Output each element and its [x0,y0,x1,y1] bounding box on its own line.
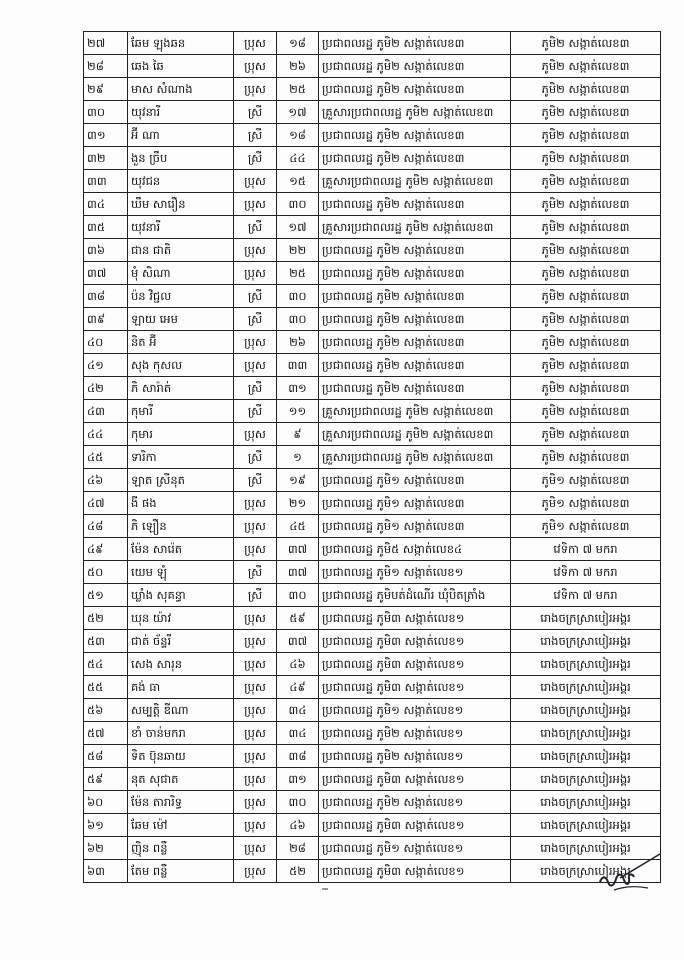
location-cell: ភូមិ២ សង្កាត់លេខ៣ [511,308,661,331]
age-cell: ៣៤ [277,699,319,722]
table-row [84,400,661,423]
location-cell: ភូមិ២ សង្កាត់លេខ៣ [511,78,661,101]
residence-status-cell: ប្រជាពលរដ្ឋ ភូមិ២ សង្កាត់លេខ៣ [319,55,511,78]
table-row [84,561,661,584]
table-row [84,423,661,446]
age-cell: ៤៩ [277,676,319,699]
row-number-cell: ២៩ [84,78,128,101]
residence-status-cell: ប្រជាពលរដ្ឋ ភូមិ១ សង្កាត់លេខ១ [319,699,511,722]
age-cell: ១៧ [277,216,319,239]
gender-cell: ប្រុស [234,538,277,561]
residence-status-cell: គ្រួសារប្រជាពលរដ្ឋ ភូមិ២ សង្កាត់លេខ៣ [319,423,511,446]
location-cell: ភូមិ២ សង្កាត់លេខ៣ [511,446,661,469]
gender-cell: ប្រុស [234,630,277,653]
table-row [84,377,661,400]
gender-cell: ស្រី [234,216,277,239]
person-name-cell: ងួន ច្រឹប [128,147,234,170]
age-cell: ២១ [277,492,319,515]
table-row [84,124,661,147]
location-cell: រោងចក្រស្រាបៀរអង្គរ [511,699,661,722]
age-cell: ២៥ [277,262,319,285]
gender-cell: ប្រុស [234,722,277,745]
table-row [84,469,661,492]
person-name-cell: ឆែម ឡុងឆន [128,32,234,55]
row-number-cell: ៥៣ [84,630,128,653]
residence-status-cell: ប្រជាពលរដ្ឋ ភូមិ២ សង្កាត់លេខ៣ [319,285,511,308]
age-cell: ២៦ [277,331,319,354]
person-name-cell: កុមារី [128,400,234,423]
age-cell: ៣៧ [277,561,319,584]
location-cell: ភូមិ២ សង្កាត់លេខ៣ [511,216,661,239]
residence-status-cell: គ្រួសារប្រជាពលរដ្ឋ ភូមិ២ សង្កាត់លេខ៣ [319,446,511,469]
row-number-cell: ២៨ [84,55,128,78]
row-number-cell: ៣៧ [84,262,128,285]
location-cell: ភូមិ២ សង្កាត់លេខ៣ [511,32,661,55]
person-name-cell: ទិត ប៊ុនឆាយ [128,745,234,768]
location-cell: រោងចក្រស្រាបៀរអង្គរ [511,814,661,837]
person-name-cell: យុវជន [128,170,234,193]
residence-status-cell: ប្រជាពលរដ្ឋ ភូមិ២ សង្កាត់លេខ៣ [319,354,511,377]
row-number-cell: ៥៦ [84,699,128,722]
age-cell: ៤៤ [277,147,319,170]
location-cell: រោងចក្រស្រាបៀរអង្គរ [511,745,661,768]
row-number-cell: ៦០ [84,791,128,814]
age-cell: ១៧ [277,101,319,124]
location-cell: ភូមិ២ សង្កាត់លេខ៣ [511,262,661,285]
table-row [84,538,661,561]
person-name-cell: សុង កុសល [128,354,234,377]
table-row [84,147,661,170]
gender-cell: ស្រី [234,101,277,124]
table-row [84,308,661,331]
age-cell: ២៥ [277,78,319,101]
age-cell: ៣០ [277,308,319,331]
table-row [84,584,661,607]
stray-mark [322,888,328,890]
person-name-cell: ញ៉ិន ពន្លឺ [128,837,234,860]
residence-status-cell: ប្រជាពលរដ្ឋ ភូមិ១ សង្កាត់លេខ១ [319,837,511,860]
row-number-cell: ៦២ [84,837,128,860]
person-name-cell: ឆែម ម៉ៅ [128,814,234,837]
person-name-cell: តែម ពន្លឺ [128,860,234,883]
gender-cell: ប្រុស [234,791,277,814]
gender-cell: ប្រុស [234,515,277,538]
table-row [84,515,661,538]
table-row [84,55,661,78]
gender-cell: ស្រី [234,124,277,147]
age-cell: ១៨ [277,124,319,147]
residence-status-cell: ប្រជាពលរដ្ឋ ភូមិ៣ សង្កាត់លេខ១ [319,607,511,630]
roster-table [83,31,661,883]
age-cell: ៣៤ [277,722,319,745]
gender-cell: ប្រុស [234,170,277,193]
table-row [84,446,661,469]
person-name-cell: មុំ សិណា [128,262,234,285]
residence-status-cell: គ្រួសារប្រជាពលរដ្ឋ ភូមិ២ សង្កាត់លេខ៣ [319,170,511,193]
location-cell: ភូមិ១ សង្កាត់លេខ៣ [511,515,661,538]
gender-cell: ប្រុស [234,607,277,630]
gender-cell: ប្រុស [234,331,277,354]
residence-status-cell: គ្រួសារប្រជាពលរដ្ឋ ភូមិ២ សង្កាត់លេខ៣ [319,216,511,239]
gender-cell: ស្រី [234,377,277,400]
gender-cell: ប្រុស [234,745,277,768]
gender-cell: ស្រី [234,308,277,331]
age-cell: ៥២ [277,860,319,883]
row-number-cell: ៤៨ [84,515,128,538]
residence-status-cell: ប្រជាពលរដ្ឋ ភូមិ៣ សង្កាត់លេខ១ [319,814,511,837]
person-name-cell: ភិ ឡឿន [128,515,234,538]
gender-cell: ប្រុស [234,193,277,216]
row-number-cell: ៣៩ [84,308,128,331]
row-number-cell: ៤១ [84,354,128,377]
row-number-cell: ៣០ [84,101,128,124]
location-cell: ភូមិ២ សង្កាត់លេខ៣ [511,170,661,193]
age-cell: ៣១ [277,377,319,400]
gender-cell: ស្រី [234,446,277,469]
location-cell: រោងចក្រស្រាបៀរអង្គរ [511,607,661,630]
age-cell: ៣០ [277,285,319,308]
gender-cell: ប្រុស [234,837,277,860]
age-cell: ៤៦ [277,814,319,837]
row-number-cell: ៣៣ [84,170,128,193]
location-cell: រោងចក្រស្រាបៀរអង្គរ [511,653,661,676]
table-row [84,101,661,124]
residence-status-cell: ប្រជាពលរដ្ឋ ភូមិ១ សង្កាត់លេខ៣ [319,492,511,515]
person-name-cell: សេង សារុន [128,653,234,676]
age-cell: ១៩ [277,469,319,492]
gender-cell: ប្រុស [234,699,277,722]
table-row [84,768,661,791]
row-number-cell: ៣១ [84,124,128,147]
gender-cell: ប្រុស [234,262,277,285]
age-cell: ២៦ [277,55,319,78]
residence-status-cell: ប្រជាពលរដ្ឋ ភូមិ២ សង្កាត់លេខ៣ [319,308,511,331]
person-name-cell: ខាំ ចាន់មករា [128,722,234,745]
residence-status-cell: ប្រជាពលរដ្ឋ ភូមិ២ សង្កាត់លេខ៣ [319,147,511,170]
row-number-cell: ៥៨ [84,745,128,768]
residence-status-cell: ប្រជាពលរដ្ឋ ភូមិ១ សង្កាត់លេខ៣ [319,469,511,492]
location-cell: ភូមិ២ សង្កាត់លេខ៣ [511,147,661,170]
table-row [84,331,661,354]
residence-status-cell: ប្រជាពលរដ្ឋ ភូមិ៣ សង្កាត់លេខ១ [319,630,511,653]
row-number-cell: ៣២ [84,147,128,170]
residence-status-cell: ប្រជាពលរដ្ឋ ភូមិបត់ដំណើរ ឃុំបិតត្រាំង [319,584,511,607]
table-row [84,170,661,193]
person-name-cell: យុវនារី [128,101,234,124]
table-row [84,262,661,285]
row-number-cell: ៥៤ [84,653,128,676]
row-number-cell: ៤៥ [84,446,128,469]
person-name-cell: ឃ្លាំង សុគន្ធា [128,584,234,607]
person-name-cell: ឃុន យ៉ាវ [128,607,234,630]
residence-status-cell: ប្រជាពលរដ្ឋ ភូមិ៣ សង្កាត់លេខ១ [319,768,511,791]
row-number-cell: ៥១ [84,584,128,607]
person-name-cell: នុត សុជាត [128,768,234,791]
age-cell: ១ [277,446,319,469]
person-name-cell: ទារិកា [128,446,234,469]
gender-cell: ប្រុស [234,239,277,262]
location-cell: វេទិកា ៧ មករា [511,561,661,584]
gender-cell: ប្រុស [234,676,277,699]
location-cell: រោងចក្រស្រាបៀរអង្គរ [511,837,661,860]
person-name-cell: ងី ផង [128,492,234,515]
residence-status-cell: ប្រជាពលរដ្ឋ ភូមិ៥ សង្កាត់លេខ៤ [319,538,511,561]
location-cell: ភូមិ២ សង្កាត់លេខ៣ [511,400,661,423]
table-row [84,32,661,55]
row-number-cell: ៥៧ [84,722,128,745]
gender-cell: ប្រុស [234,653,277,676]
row-number-cell: ៥២ [84,607,128,630]
location-cell: ភូមិ២ សង្កាត់លេខ៣ [511,193,661,216]
location-cell: ភូមិ២ សង្កាត់លេខ៣ [511,423,661,446]
gender-cell: ប្រុស [234,55,277,78]
age-cell: ៣៧ [277,538,319,561]
residence-status-cell: ប្រជាពលរដ្ឋ ភូមិ១ សង្កាត់លេខ៣ [319,515,511,538]
person-name-cell: ឆេង ឆៃ [128,55,234,78]
location-cell: ភូមិ២ សង្កាត់លេខ៣ [511,354,661,377]
age-cell: ១៥ [277,170,319,193]
age-cell: ៣៧ [277,630,319,653]
location-cell: ភូមិ២ សង្កាត់លេខ៣ [511,101,661,124]
table-row [84,860,661,883]
table-row [84,285,661,308]
gender-cell: ប្រុស [234,78,277,101]
age-cell: ១១ [277,400,319,423]
person-name-cell: អ៊ី ណា [128,124,234,147]
gender-cell: ប្រុស [234,354,277,377]
row-number-cell: ៥៥ [84,676,128,699]
location-cell: ភូមិ២ សង្កាត់លេខ៣ [511,239,661,262]
gender-cell: ប្រុស [234,814,277,837]
person-name-cell: ម៉ែន សារ៉េត [128,538,234,561]
residence-status-cell: ប្រជាពលរដ្ឋ ភូមិ២ សង្កាត់លេខ៣ [319,32,511,55]
location-cell: ភូមិ២ សង្កាត់លេខ៣ [511,124,661,147]
person-name-cell: គង់ ធា [128,676,234,699]
residence-status-cell: ប្រជាពលរដ្ឋ ភូមិ៣ សង្កាត់លេខ១ [319,653,511,676]
age-cell: ៣០ [277,584,319,607]
row-number-cell: ៦១ [84,814,128,837]
age-cell: ៣០ [277,791,319,814]
residence-status-cell: ប្រជាពលរដ្ឋ ភូមិ២ សង្កាត់លេខ៣ [319,262,511,285]
row-number-cell: ៥០ [84,561,128,584]
person-name-cell: មាស សំណាង [128,78,234,101]
residence-status-cell: ប្រជាពលរដ្ឋ ភូមិ២ សង្កាត់លេខ១ [319,791,511,814]
location-cell: រោងចក្រស្រាបៀរអង្គរ [511,791,661,814]
location-cell: ភូមិ២ សង្កាត់លេខ៣ [511,55,661,78]
table-row [84,676,661,699]
table-row [84,492,661,515]
gender-cell: ស្រី [234,469,277,492]
location-cell: ភូមិ២ សង្កាត់លេខ៣ [511,331,661,354]
table-row [84,607,661,630]
residence-status-cell: ប្រជាពលរដ្ឋ ភូមិ២ សង្កាត់លេខ១ [319,722,511,745]
gender-cell: ស្រី [234,285,277,308]
gender-cell: ប្រុស [234,32,277,55]
person-name-cell: ឃឹម សារឿន [128,193,234,216]
person-name-cell: និត អ៊ី [128,331,234,354]
row-number-cell: ៥៩ [84,768,128,791]
row-number-cell: ៤២ [84,377,128,400]
age-cell: ៥៩ [277,607,319,630]
residence-status-cell: ប្រជាពលរដ្ឋ ភូមិ១ សង្កាត់លេខ១ [319,561,511,584]
person-name-cell: ជាន ជាតិ [128,239,234,262]
table-row [84,239,661,262]
person-name-cell: ប៉ន វិជ្ជល [128,285,234,308]
table-row [84,745,661,768]
age-cell: ៣៨ [277,745,319,768]
location-cell: រោងចក្រស្រាបៀរអង្គរ [511,722,661,745]
table-row [84,814,661,837]
residence-status-cell: ប្រជាពលរដ្ឋ ភូមិ៣ សង្កាត់លេខ១ [319,676,511,699]
row-number-cell: ៤៤ [84,423,128,446]
table-row [84,699,661,722]
table-row [84,78,661,101]
row-number-cell: ៣៨ [84,285,128,308]
table-row [84,193,661,216]
person-name-cell: សម្បត្តិ ឌីណា [128,699,234,722]
age-cell: ៩ [277,423,319,446]
location-cell: រោងចក្រស្រាបៀរអង្គរ [511,630,661,653]
table-row [84,216,661,239]
table-row [84,630,661,653]
location-cell: រោងចក្រស្រាបៀរអង្គរ [511,768,661,791]
table-row [84,354,661,377]
signature [596,846,666,896]
age-cell: ៣០ [277,193,319,216]
person-name-cell: ម៉ែន តារារិទ្ធ [128,791,234,814]
location-cell: រោងចក្រស្រាបៀរអង្គរ [511,860,661,883]
person-name-cell: កុមារ [128,423,234,446]
age-cell: ៤៦ [277,653,319,676]
gender-cell: ស្រី [234,400,277,423]
table-row [84,791,661,814]
age-cell: ២៨ [277,837,319,860]
row-number-cell: ៤៣ [84,400,128,423]
person-name-cell: ជាត់ ច័ន្ទរី [128,630,234,653]
gender-cell: ស្រី [234,584,277,607]
location-cell: ភូមិ២ សង្កាត់លេខ៣ [511,285,661,308]
person-name-cell: យេម ឡុំ [128,561,234,584]
table-row [84,722,661,745]
location-cell: ភូមិ១ សង្កាត់លេខ៣ [511,492,661,515]
table-row [84,837,661,860]
row-number-cell: ៤៩ [84,538,128,561]
residence-status-cell: ប្រជាពលរដ្ឋ ភូមិ២ សង្កាត់លេខ៣ [319,124,511,147]
row-number-cell: ៣៦ [84,239,128,262]
gender-cell: ប្រុស [234,492,277,515]
gender-cell: ស្រី [234,561,277,584]
age-cell: ៣១ [277,768,319,791]
location-cell: រោងចក្រស្រាបៀរអង្គរ [511,676,661,699]
row-number-cell: ៦៣ [84,860,128,883]
location-cell: ភូមិ១ សង្កាត់លេខ៣ [511,469,661,492]
residence-status-cell: ប្រជាពលរដ្ឋ ភូមិ២ សង្កាត់លេខ៣ [319,193,511,216]
age-cell: ៣៣ [277,354,319,377]
row-number-cell: ៤៦ [84,469,128,492]
gender-cell: ស្រី [234,147,277,170]
row-number-cell: ២៧ [84,32,128,55]
gender-cell: ប្រុស [234,423,277,446]
row-number-cell: ៤០ [84,331,128,354]
person-name-cell: ឡាត ស្រីនុត [128,469,234,492]
age-cell: ៤៥ [277,515,319,538]
residence-status-cell: ប្រជាពលរដ្ឋ ភូមិ៣ សង្កាត់លេខ១ [319,860,511,883]
row-number-cell: ៣៤ [84,193,128,216]
roster-table-body [84,32,661,883]
age-cell: ២២ [277,239,319,262]
gender-cell: ប្រុស [234,768,277,791]
residence-status-cell: គ្រួសារប្រជាពលរដ្ឋ ភូមិ២ សង្កាត់លេខ៣ [319,101,511,124]
location-cell: វេទិកា ៧ មករា [511,584,661,607]
residence-status-cell: ប្រជាពលរដ្ឋ ភូមិ២ សង្កាត់លេខ៣ [319,331,511,354]
age-cell: ១៨ [277,32,319,55]
location-cell: ភូមិ២ សង្កាត់លេខ៣ [511,377,661,400]
residence-status-cell: ប្រជាពលរដ្ឋ ភូមិ២ សង្កាត់លេខ៣ [319,78,511,101]
row-number-cell: ៣៥ [84,216,128,239]
person-name-cell: យុវនារី [128,216,234,239]
row-number-cell: ៤៧ [84,492,128,515]
residence-status-cell: ប្រជាពលរដ្ឋ ភូមិ២ សង្កាត់លេខ៣ [319,377,511,400]
location-cell: វេទិកា ៧ មករា [511,538,661,561]
gender-cell: ប្រុស [234,860,277,883]
person-name-cell: ភិ សារ៉ាត់ [128,377,234,400]
residence-status-cell: គ្រួសារប្រជាពលរដ្ឋ ភូមិ២ សង្កាត់លេខ៣ [319,400,511,423]
residence-status-cell: ប្រជាពលរដ្ឋ ភូមិ២ សង្កាត់លេខ៣ [319,239,511,262]
person-name-cell: ឡាយ អេម [128,308,234,331]
table-row [84,653,661,676]
residence-status-cell: ប្រជាពលរដ្ឋ ភូមិ២ សង្កាត់លេខ១ [319,745,511,768]
